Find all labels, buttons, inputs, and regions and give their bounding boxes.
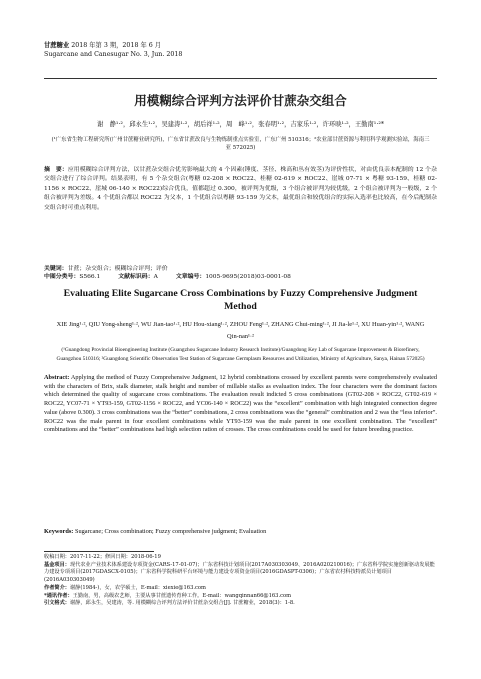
abstract-en xyxy=(44,374,437,435)
footnote-label: 作者简介： xyxy=(44,584,70,591)
footnote-received xyxy=(44,554,437,562)
keywords-cn-text: 甘蔗；杂交组合；模糊综合评判；评价 xyxy=(67,266,168,272)
footnote-label: 基金项目： xyxy=(44,561,70,568)
author-list-cn: 谢 静¹·²，邱永生¹·²，吴建涛¹·²，胡后祥¹·²，周 峰¹·²，张春明¹·²，吉家乐¹·²，许环映¹·²，王勤南¹·²* xyxy=(97,121,384,128)
article-id-label: 文章编号： xyxy=(175,273,206,280)
abstract-en-label: Abstract: xyxy=(44,374,70,381)
article-id-value: 1005-9695(2018)03-0001-08 xyxy=(205,274,291,280)
footnote-funding xyxy=(44,562,437,585)
keywords-en-label: Keywords: xyxy=(44,528,74,535)
metadata-cn xyxy=(44,265,437,281)
footnote-text: 现代农业产业技术体系建设专项资金(CARS-17-01-07)；广东省科技计划项目(2017A030303049、2016A020210016)；广东省科学院实施创新驱动发展能力建设专项项目(2017GDASCX-0105)；广东省科学院科研平台环境与能力建设专项资金项目(2016GDASPT-0306)；广东省农村科技特派员计划项目(2016A030303049) xyxy=(44,561,435,584)
footnote-text: 王勤南，男，高级农艺师，主要从事甘蔗遗传育种工作。E-mail：wangqinnan66@163.com xyxy=(72,592,292,599)
keywords-en-text: Sugarcane; Cross combination; Fuzzy comprehensive judgment; Evaluation xyxy=(74,528,267,535)
footnote-label: 引文格式： xyxy=(44,600,70,607)
abstract-cn-label: 摘 要： xyxy=(44,166,68,173)
footnote-citation xyxy=(44,600,437,608)
abstract-cn-text: 应用模糊综合评判方法，以甘蔗杂交组合优劣影响最大的 4 个因素(锤度、茎径、株高和丛有效茎)为评价性状，对由优良亲本配制的 12 个杂交组合进行了综合评判。结果表明，有 5 个杂交组合(粤糖 02-208 × ROC22、桂糖 02-619 × ROC22、崖城 07-71 × 粤糖 93-159、桂糖 02-1156 × ROC22、崖城 06-140 × ROC22)综合优良，值都超过 0.300，被评判为优级，3 个组合被评判为较优级，2 个组合被评判为一般级，2 个组合被评判为差级。4 个优组合都以 ROC22 为父本，1 个优组合以粤糖 93-159 为父本，最优组合和较优组合的实际入选率也比较高，在今后配制杂交组合时可重点利用。 xyxy=(44,167,437,211)
journal-issue-cn: 2018 年第 3 期，2018 年 6 月 xyxy=(71,42,162,49)
footnote-text: 谢静(1984-)，女，农学硕士，E-mail：xiexie@163.com xyxy=(69,584,206,591)
keywords-cn-label: 关键词： xyxy=(44,265,68,272)
author-list-en: XIE Jing¹·², QIU Yong-sheng¹·², WU Jian-tao¹·², HU Hou-xiang¹·², ZHOU Feng¹·², ZHANG Chui-ming¹·², JI Jia-le¹·², XU Huan-yin¹·², WANG Qin-nan¹·² xyxy=(56,321,425,340)
footnote-text: 谢静，邱永生，吴建涛，等. 用模糊综合评判方法评价甘蔗杂交组合[J]. 甘蔗糖业，2018(3)：1-8. xyxy=(69,600,295,607)
classification-line xyxy=(44,273,437,281)
footnote-divider xyxy=(44,551,154,552)
journal-name-cn: 甘蔗糖业 xyxy=(44,42,70,49)
keywords-en xyxy=(44,528,437,536)
journal-name-en: Sugarcane and Canesugar No. 3, Jun. 2018 xyxy=(44,50,183,58)
clc-value: S566.1 xyxy=(79,274,101,280)
abstract-cn xyxy=(44,165,437,213)
affiliation-en: (¹Guangdong Provincial Bioengineering Institute (Guangzhou Sugarcane Industry Research Institute)/Guangdong Key Lab of Sugarcane Improvement & Biorefinery, Guangzhou 510316; ²Guangdong Scientific Observation Test Station of Sugarcane Germplasm Resources and Utilization, Ministry of Agriculture, Sanya, Hainan 572025) xyxy=(56,347,425,362)
footnote-text: 收稿日期：2017-11-22；修回日期：2018-06-19 xyxy=(44,554,161,560)
footnote-label: *通讯作者： xyxy=(44,592,73,599)
article-title-en: Evaluating Elite Sugarcane Cross Combinations by Fuzzy Comprehensive Judgment Method xyxy=(63,288,418,312)
journal-header xyxy=(44,42,182,59)
abstract-en-text: Applying the method of Fuzzy Comprehensive Judgment, 12 hybrid combinations crossed by excellent parents were comprehensively evaluated with the characters of Brix, stalk diameter, stalk height and number of millable stalks as evaluation index. The four characters were the dominant factors which determined the quality of sugarcane cross combinations. The evaluation result indicted 5 cross combinations (GT02-208 × ROC22, GT02-619 × ROC22, YC07-71 × YT93-159, GT02-1156 × ROC22, and YC06-140 × ROC22) was the “excellent” combination with high integrated connection degree value (above 0.300). 3 cross combinations was the “better” combinations, 2 cross combinations was the “general” combination and 2 was the “less inferior”. ROC22 was the male parent in four excellent combinations while YT93-159 was the male parent in one excellent combination. The “excellent” combinations and the “better” combinations had high selection ration of crosses. The cross combinations could be used for future breeding practice. xyxy=(44,374,437,434)
doc-code-value: A xyxy=(153,274,158,280)
header-divider xyxy=(44,78,437,79)
footnotes xyxy=(44,554,437,608)
doc-code-label: 文献标识码： xyxy=(118,273,154,280)
footnote-author xyxy=(44,585,437,593)
article-title-cn: 用模糊综合评判方法评价甘蔗杂交组合 xyxy=(134,93,347,108)
keywords-cn xyxy=(44,265,437,273)
affiliation-cn: (¹广东省生物工程研究所(广州甘蔗糖业研究所)，广东省甘蔗改良与生物炼制重点实验室，广东广州 510316；²农业部甘蔗资源与利用科学观测实验站，海南三亚 572025) xyxy=(51,137,430,152)
clc-label: 中图分类号： xyxy=(44,273,80,280)
